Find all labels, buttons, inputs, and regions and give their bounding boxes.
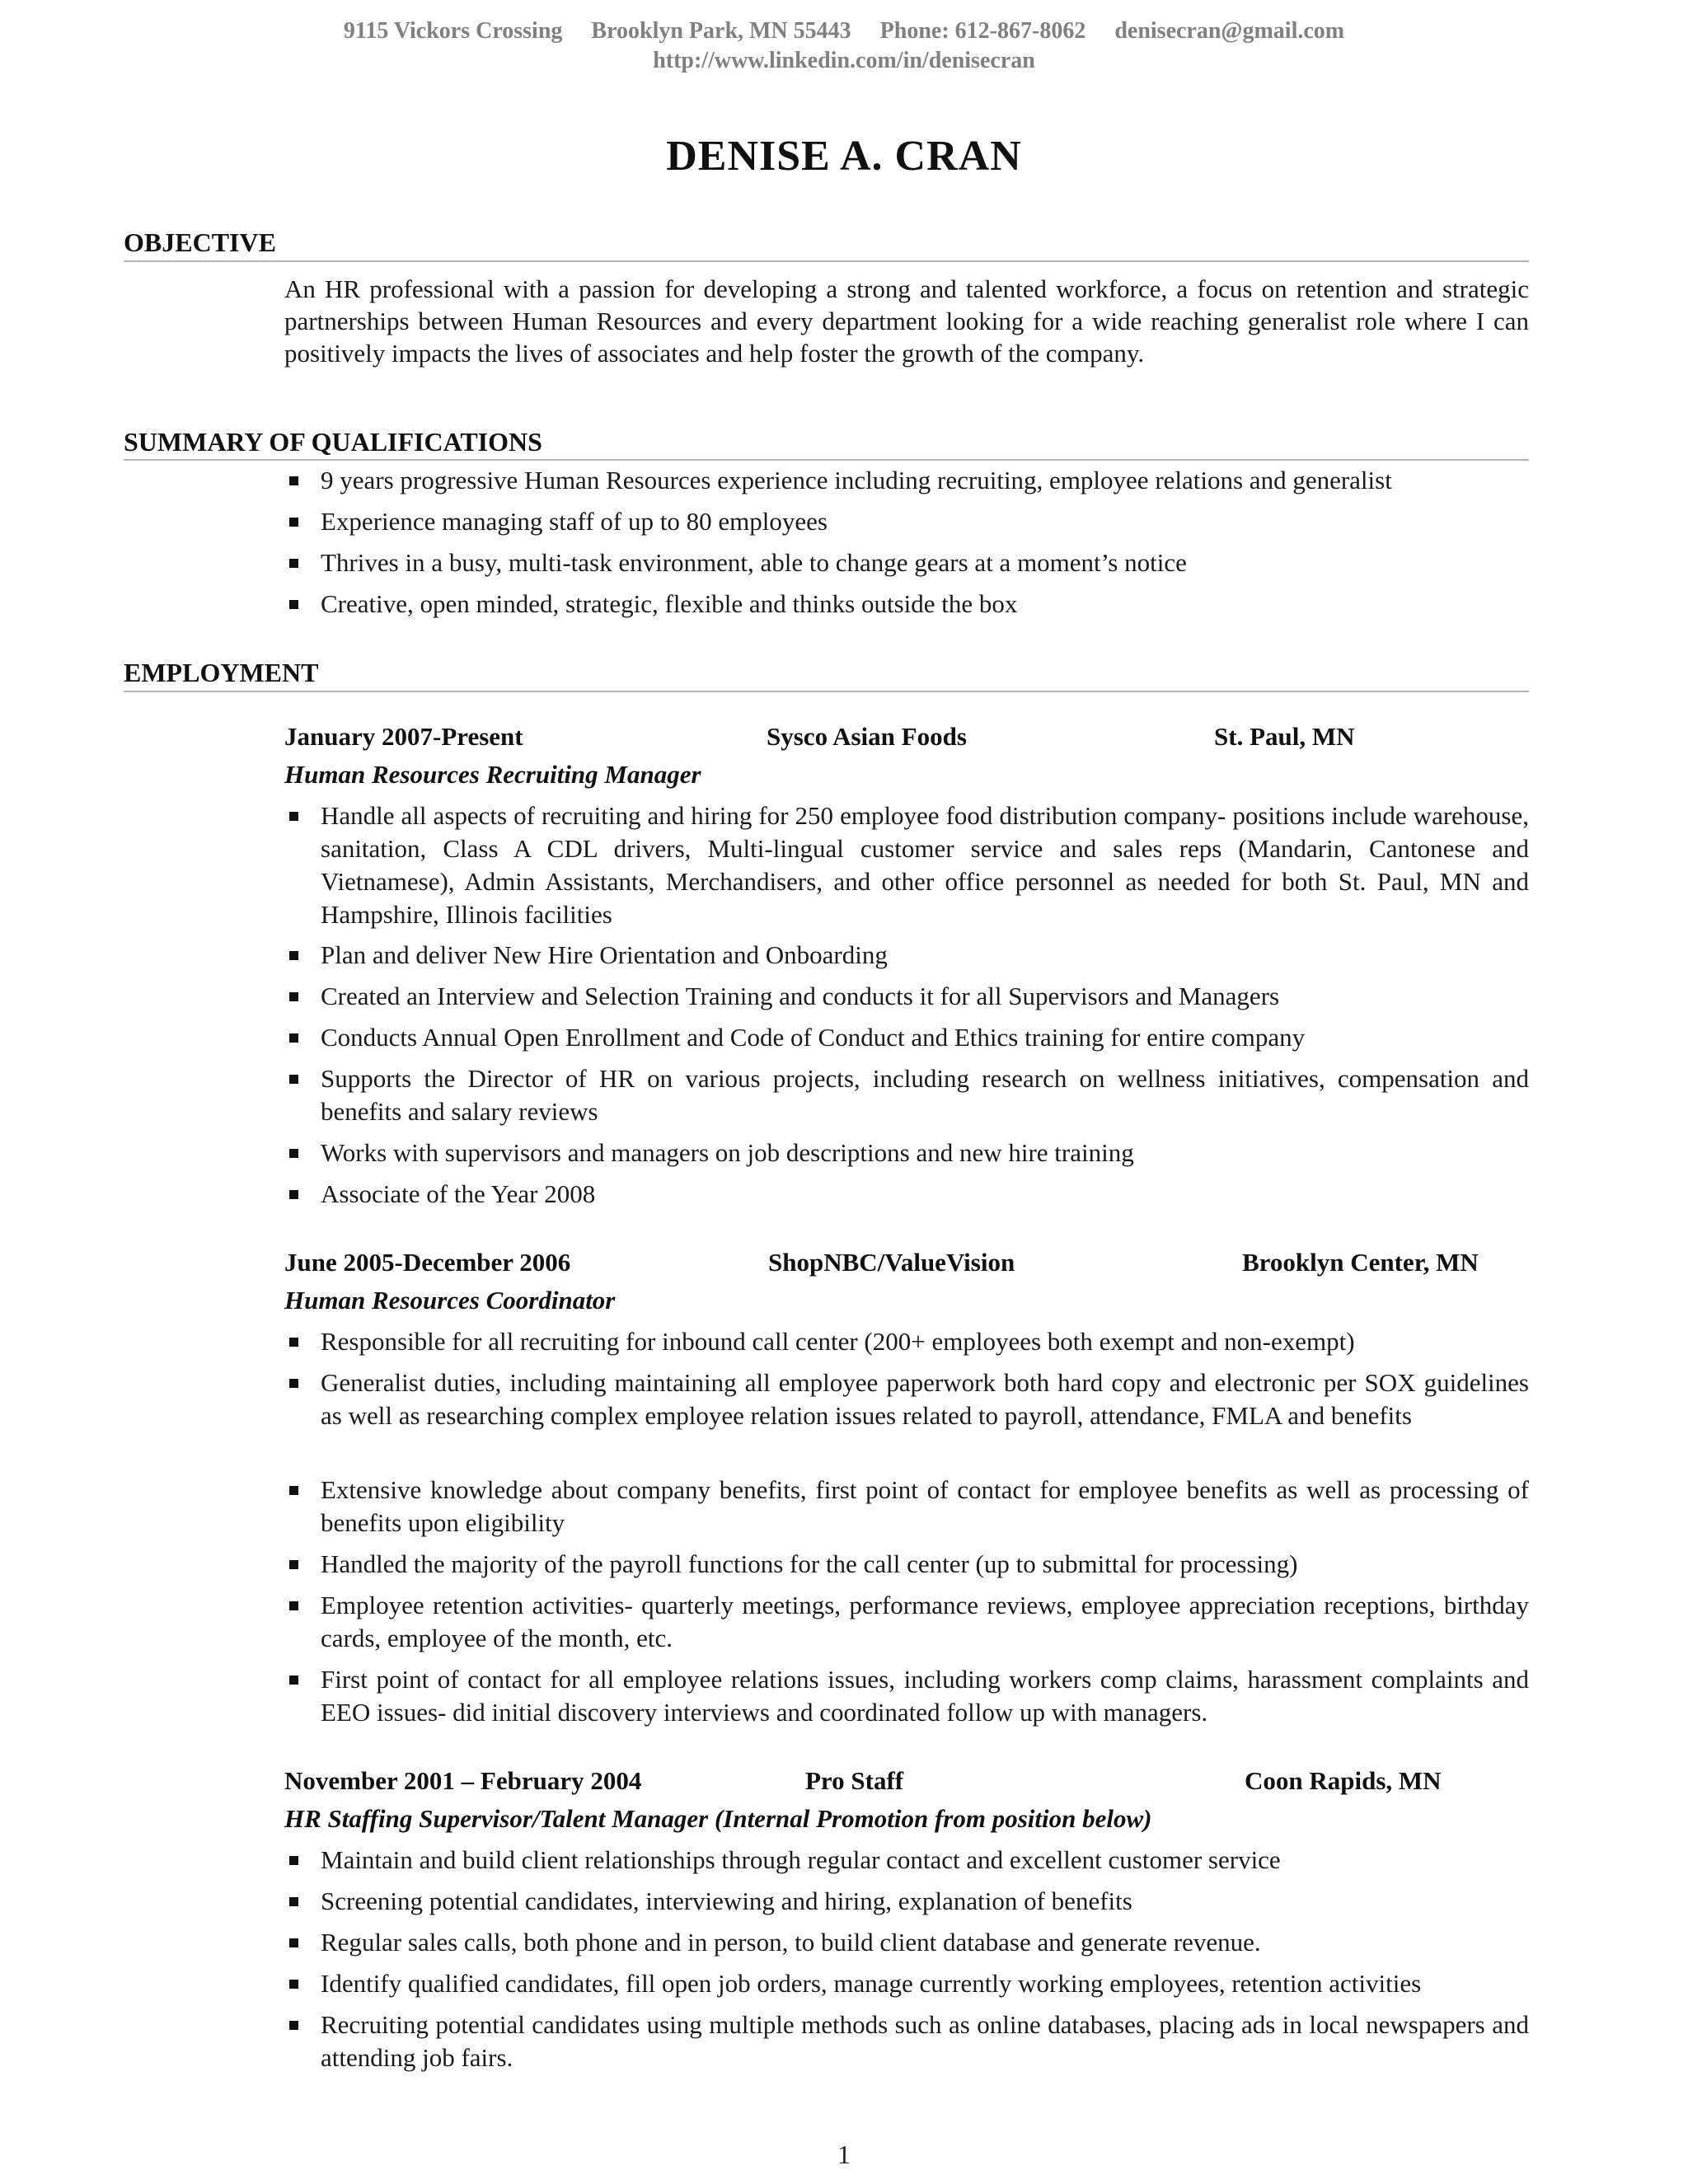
job-company: Sysco Asian Foods xyxy=(767,722,967,751)
job-location: Brooklyn Center, MN xyxy=(1242,1248,1479,1277)
section-divider xyxy=(124,691,1529,692)
list-item: Handle all aspects of recruiting and hiring for 250 employee food distribution company- positions include warehouse, sanitation, Class A CDL drivers, Multi-lingual customer service and sales reps (Mandarin, Cantonese and Vietnamese), Admin Assistants, Merchandisers, and other office personnel as needed for both St. Paul, MN and Hampshire, Illinois facilities xyxy=(284,799,1529,931)
bullet-icon xyxy=(289,1190,298,1199)
bullet-icon xyxy=(289,1675,298,1685)
summary-heading: SUMMARY OF QUALIFICATIONS xyxy=(124,427,542,457)
list-item: First point of contact for all employee relations issues, including workers comp claims, harassment complaints and EEO issues- did initial discovery interviews and coordinated follow up with managers. xyxy=(284,1663,1529,1729)
bullet-icon xyxy=(289,1938,298,1947)
list-item: Regular sales calls, both phone and in person, to build client database and generate revenue. xyxy=(284,1926,1529,1959)
bullet-icon xyxy=(289,812,298,821)
candidate-name: DENISE A. CRAN xyxy=(666,133,1022,180)
job-title: Human Resources Coordinator xyxy=(284,1286,616,1315)
job-location: Coon Rapids, MN xyxy=(1245,1766,1442,1795)
bullet-icon xyxy=(289,992,298,1001)
list-item: Handled the majority of the payroll functions for the call center (up to submittal for processing) xyxy=(284,1548,1529,1581)
list-item: Created an Interview and Selection Training and conducts it for all Supervisors and Managers xyxy=(284,980,1529,1013)
linkedin-url: http://www.linkedin.com/in/denisecran xyxy=(653,48,1035,73)
objective-text: An HR professional with a passion for developing a strong and talented workforce, a focus on retention and strategic partnerships between Human Resources and every department looking for a wide reaching generalist role where I can positively impacts the lives of associates and help foster the growth of the company. xyxy=(284,274,1529,368)
list-item: Supports the Director of HR on various projects, including research on wellness initiatives, compensation and benefits and salary reviews xyxy=(284,1062,1529,1128)
list-item: Associate of the Year 2008 xyxy=(284,1178,1529,1211)
job-company: Pro Staff xyxy=(805,1766,904,1795)
bullet-icon xyxy=(289,559,298,568)
bullet-icon xyxy=(289,1601,298,1610)
bullet-icon xyxy=(289,1560,298,1569)
list-item: 9 years progressive Human Resources experience including recruiting, employee relations and generalist xyxy=(284,464,1529,497)
bullet-icon xyxy=(289,1486,298,1495)
job-location: St. Paul, MN xyxy=(1214,722,1355,751)
list-item: Responsible for all recruiting for inbound call center (200+ employees both exempt and non-exempt) xyxy=(284,1325,1529,1358)
job-title: Human Resources Recruiting Manager xyxy=(284,760,701,789)
bullet-icon xyxy=(289,1856,298,1865)
employment-heading: EMPLOYMENT xyxy=(124,658,319,687)
list-item: Creative, open minded, strategic, flexible and thinks outside the box xyxy=(284,588,1529,621)
bullet-icon xyxy=(289,600,298,609)
contact-line: 9115 Vickors Crossing Brooklyn Park, MN 55443 Phone: 612-867-8062 denisecran@gmail.com xyxy=(343,18,1345,44)
job-dates: June 2005-December 2006 xyxy=(284,1248,571,1277)
list-item: Generalist duties, including maintaining all employee paperwork both hard copy and electronic per SOX guidelines as well as researching complex employee relation issues related to payroll, attendance, FMLA and benefits xyxy=(284,1366,1529,1432)
bullet-icon xyxy=(289,1075,298,1084)
bullet-icon xyxy=(289,476,298,485)
list-item: Recruiting potential candidates using multiple methods such as online databases, placing ads in local newspapers and attending job fairs. xyxy=(284,2008,1529,2074)
bullet-icon xyxy=(289,2021,298,2030)
list-item: Identify qualified candidates, fill open job orders, manage currently working employees, retention activities xyxy=(284,1967,1529,2000)
bullet-icon xyxy=(289,1033,298,1043)
list-item: Conducts Annual Open Enrollment and Code of Conduct and Ethics training for entire company xyxy=(284,1021,1529,1054)
section-divider xyxy=(124,260,1529,262)
objective-heading: OBJECTIVE xyxy=(124,227,276,257)
job-dates: November 2001 – February 2004 xyxy=(284,1766,642,1795)
bullet-icon xyxy=(289,1338,298,1347)
list-item: Works with supervisors and managers on job descriptions and new hire training xyxy=(284,1137,1529,1169)
list-item: Screening potential candidates, interviewing and hiring, explanation of benefits xyxy=(284,1885,1529,1918)
list-item: Thrives in a busy, multi-task environment, able to change gears at a moment’s notice xyxy=(284,546,1529,579)
bullet-icon xyxy=(289,1379,298,1388)
bullet-icon xyxy=(289,1149,298,1158)
bullet-icon xyxy=(289,951,298,960)
job-company: ShopNBC/ValueVision xyxy=(768,1248,1015,1277)
job-dates: January 2007-Present xyxy=(284,722,523,751)
list-item: Experience managing staff of up to 80 employees xyxy=(284,505,1529,538)
bullet-icon xyxy=(289,1980,298,1989)
list-item: Employee retention activities- quarterly meetings, performance reviews, employee appreciation receptions, birthday cards, employee of the month, etc. xyxy=(284,1589,1529,1655)
list-item: Plan and deliver New Hire Orientation and Onboarding xyxy=(284,939,1529,972)
bullet-icon xyxy=(289,518,298,527)
list-item: Maintain and build client relationships through regular contact and excellent customer service xyxy=(284,1844,1529,1877)
list-item: Extensive knowledge about company benefits, first point of contact for employee benefits as well as processing of benefits upon eligibility xyxy=(284,1474,1529,1540)
section-divider xyxy=(124,459,1529,461)
job-title: HR Staffing Supervisor/Talent Manager (Internal Promotion from position below) xyxy=(284,1804,1152,1833)
bullet-icon xyxy=(289,1897,298,1906)
page-number: 1 xyxy=(837,2139,851,2169)
